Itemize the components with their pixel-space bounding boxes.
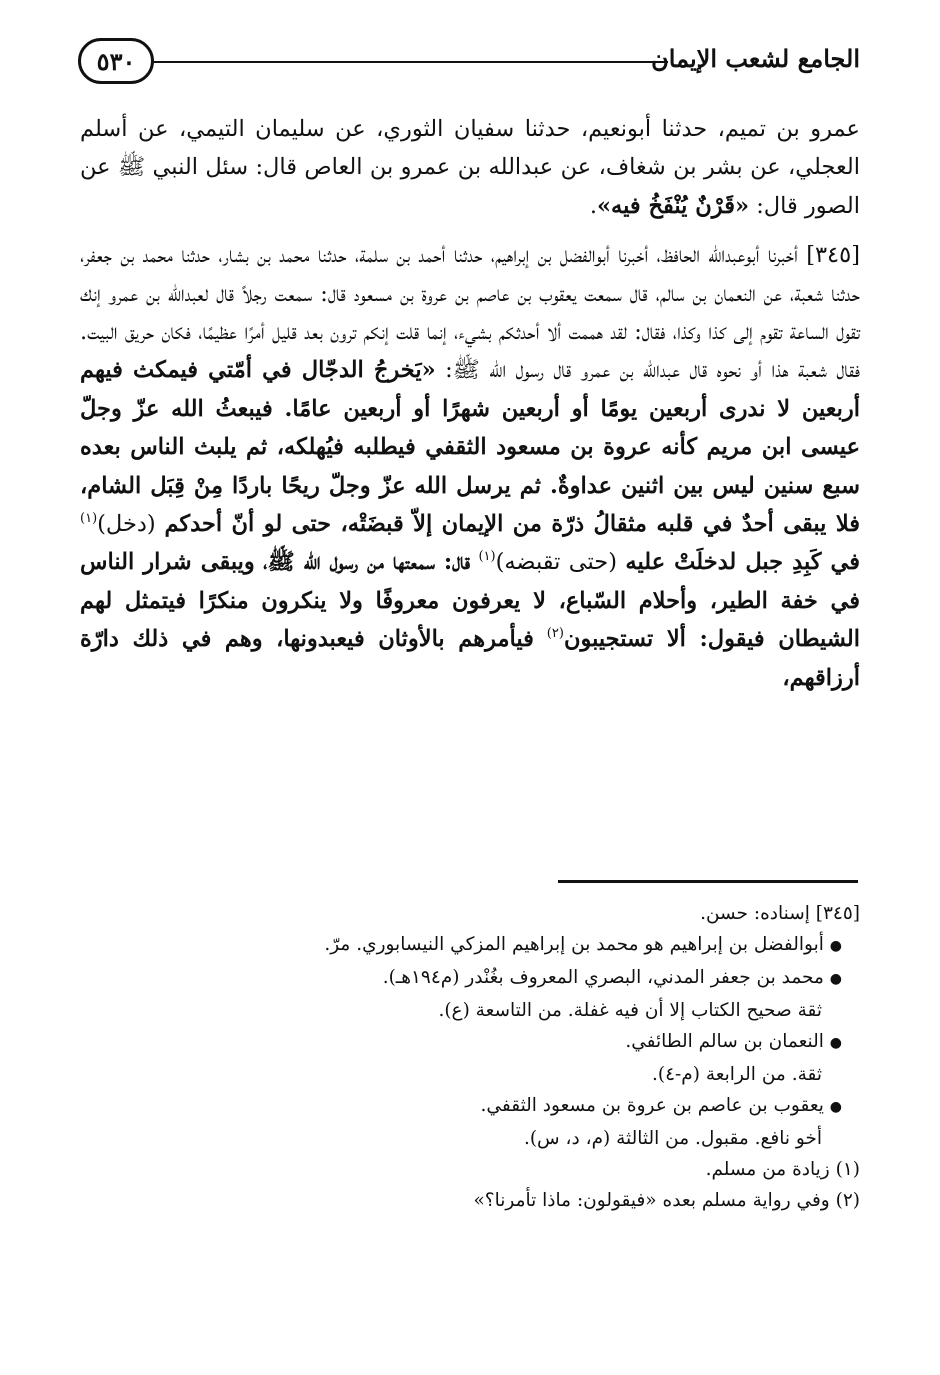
running-header [78,38,860,88]
footnotes-section [80,898,860,1216]
isnad-grade: [٣٤٥] إسناده: حسن. [700,903,860,924]
footnote-ref-1b[interactable]: (١) [478,549,496,565]
narrator-grade: ثقة. من الرابعة (م-٤). [651,1064,822,1085]
main-text [80,110,860,708]
bullet-icon: ● [829,1035,842,1051]
hadith-insert-2: (حتى تقبضه) [495,549,617,576]
bullet-icon: ● [829,971,842,987]
hadith-matn-4: فيأمرهم بالأوثان فيعبدونها، وهم في ذلك دارّة أرزاقهم، [80,626,860,691]
footnote-1: (١) زيادة من مسلم. [705,1159,860,1180]
intro-quote: «قَرْنٌ يُنْفَخُ فيه» [596,192,750,219]
narrator-grade: ثقة صحيح الكتاب إلا أن فيه غفلة. من التاسعة (ع). [438,1000,822,1021]
footnote-ref-2[interactable]: (٢) [546,626,564,642]
footnote-separator [558,880,858,883]
narrator-note: ● أبوالفضل بن إبراهيم هو محمد بن إبراهيم المزكي النيسابوري. مرّ. [324,934,842,955]
footnote-ref-1a[interactable]: (١) [80,511,98,527]
narrator-note: ● النعمان بن سالم الطائفي. [625,1031,842,1052]
hadith-matn-2: في كَبِدِ جبل لدخلَتْ عليه [625,549,861,576]
hadith-chain: أخبرنا أبوعبدالله الحافظ، أخبرنا أبوالفضل بن إبراهيم، حدثنا أحمد بن سلمة، حدثنا محمد بن بشار، حدثنا محمد بن جعفر، حدثنا شعبة، عن النعمان بن سالم، قال سمعت يعقوب بن عاصم بن عروة بن مسعود قال: سمعت رجلاً قال لعبدالله بن عمرو إنك تقول الساعة تقوم إلى كذا وكذا، فقال: لقد هممت ألا أحدثكم بشيء، إنما قلت إنكم ترون بعد قليل أمرًا عظيمًا، فكان حريق البيت. فقال شعبة هذا أو نحوه قال عبدالله بن عمرو قال رسول الله ﷺ: [80,242,860,384]
hadith-insert-1: (دخل) [97,511,156,538]
bullet-icon: ● [829,1099,842,1115]
hadith-matn-3: ويبقى شرار الناس في خفة الطير، وأحلام السّباع، لا يعرفون معروفًا ولا ينكرون منكرًا فيتمثل لهم الشيطان فيقول: ألا تستجيبون [80,549,860,653]
footnote-2: (٢) وفي رواية مسلم بعده «فيقولون: ماذا تأمرنا؟» [473,1190,860,1211]
page-number-badge: ٥٣٠ [78,38,154,84]
hadith-number: [٣٤٥] [806,242,861,269]
hadith-matn-1: «يَخرجُ الدجّال في أمّتي فيمكث فيهم أربعين لا ندرى أربعين يومًا أو أربعين شهرًا أو أربعين عامًا. فيبعثُ الله عزّ وجلّ عيسى ابن مريم كأنه عروة بن مسعود الثقفي فيطلبه فيُهلكه، ثم يلبث الناس بعده سبع سنين ليس بين اثنين عداوةٌ. ثم يرسل الله عزّ وجلّ ريحًا باردًا مِنْ قِبَل الشام، فلا يبقى أحدٌ في قلبه مثقالُ ذرّة من الإيمان إلاّ قبضَتْه، حتى لو أنّ أحدكم [80,357,861,538]
narrator-grade: أخو نافع. مقبول. من الثالثة (م، د، س). [523,1128,822,1149]
hadith-paragraph [80,236,860,697]
header-rule [154,61,668,63]
hadith-said: قال: سمعتها من رسول الله ﷺ، [263,549,471,576]
book-title: الجامع لشعب الإيمان [651,44,860,73]
narrator-note: ● يعقوب بن عاصم بن عروة بن مسعود الثقفي. [480,1095,842,1116]
intro-paragraph [80,110,860,225]
intro-end: . [589,192,597,219]
bullet-icon: ● [829,938,842,954]
narrator-note: ● محمد بن جعفر المدني، البصري المعروف بغُنْدر (م١٩٤هـ). [382,967,842,988]
intro-text: عمرو بن تميم، حدثنا أبونعيم، حدثنا سفيان الثوري، عن سليمان التيمي، عن أسلم العجلي، عن بشر بن شغاف، عن عبدالله بن عمرو بن العاص قال: سئل النبي ﷺ عن الصور قال: [80,116,860,219]
